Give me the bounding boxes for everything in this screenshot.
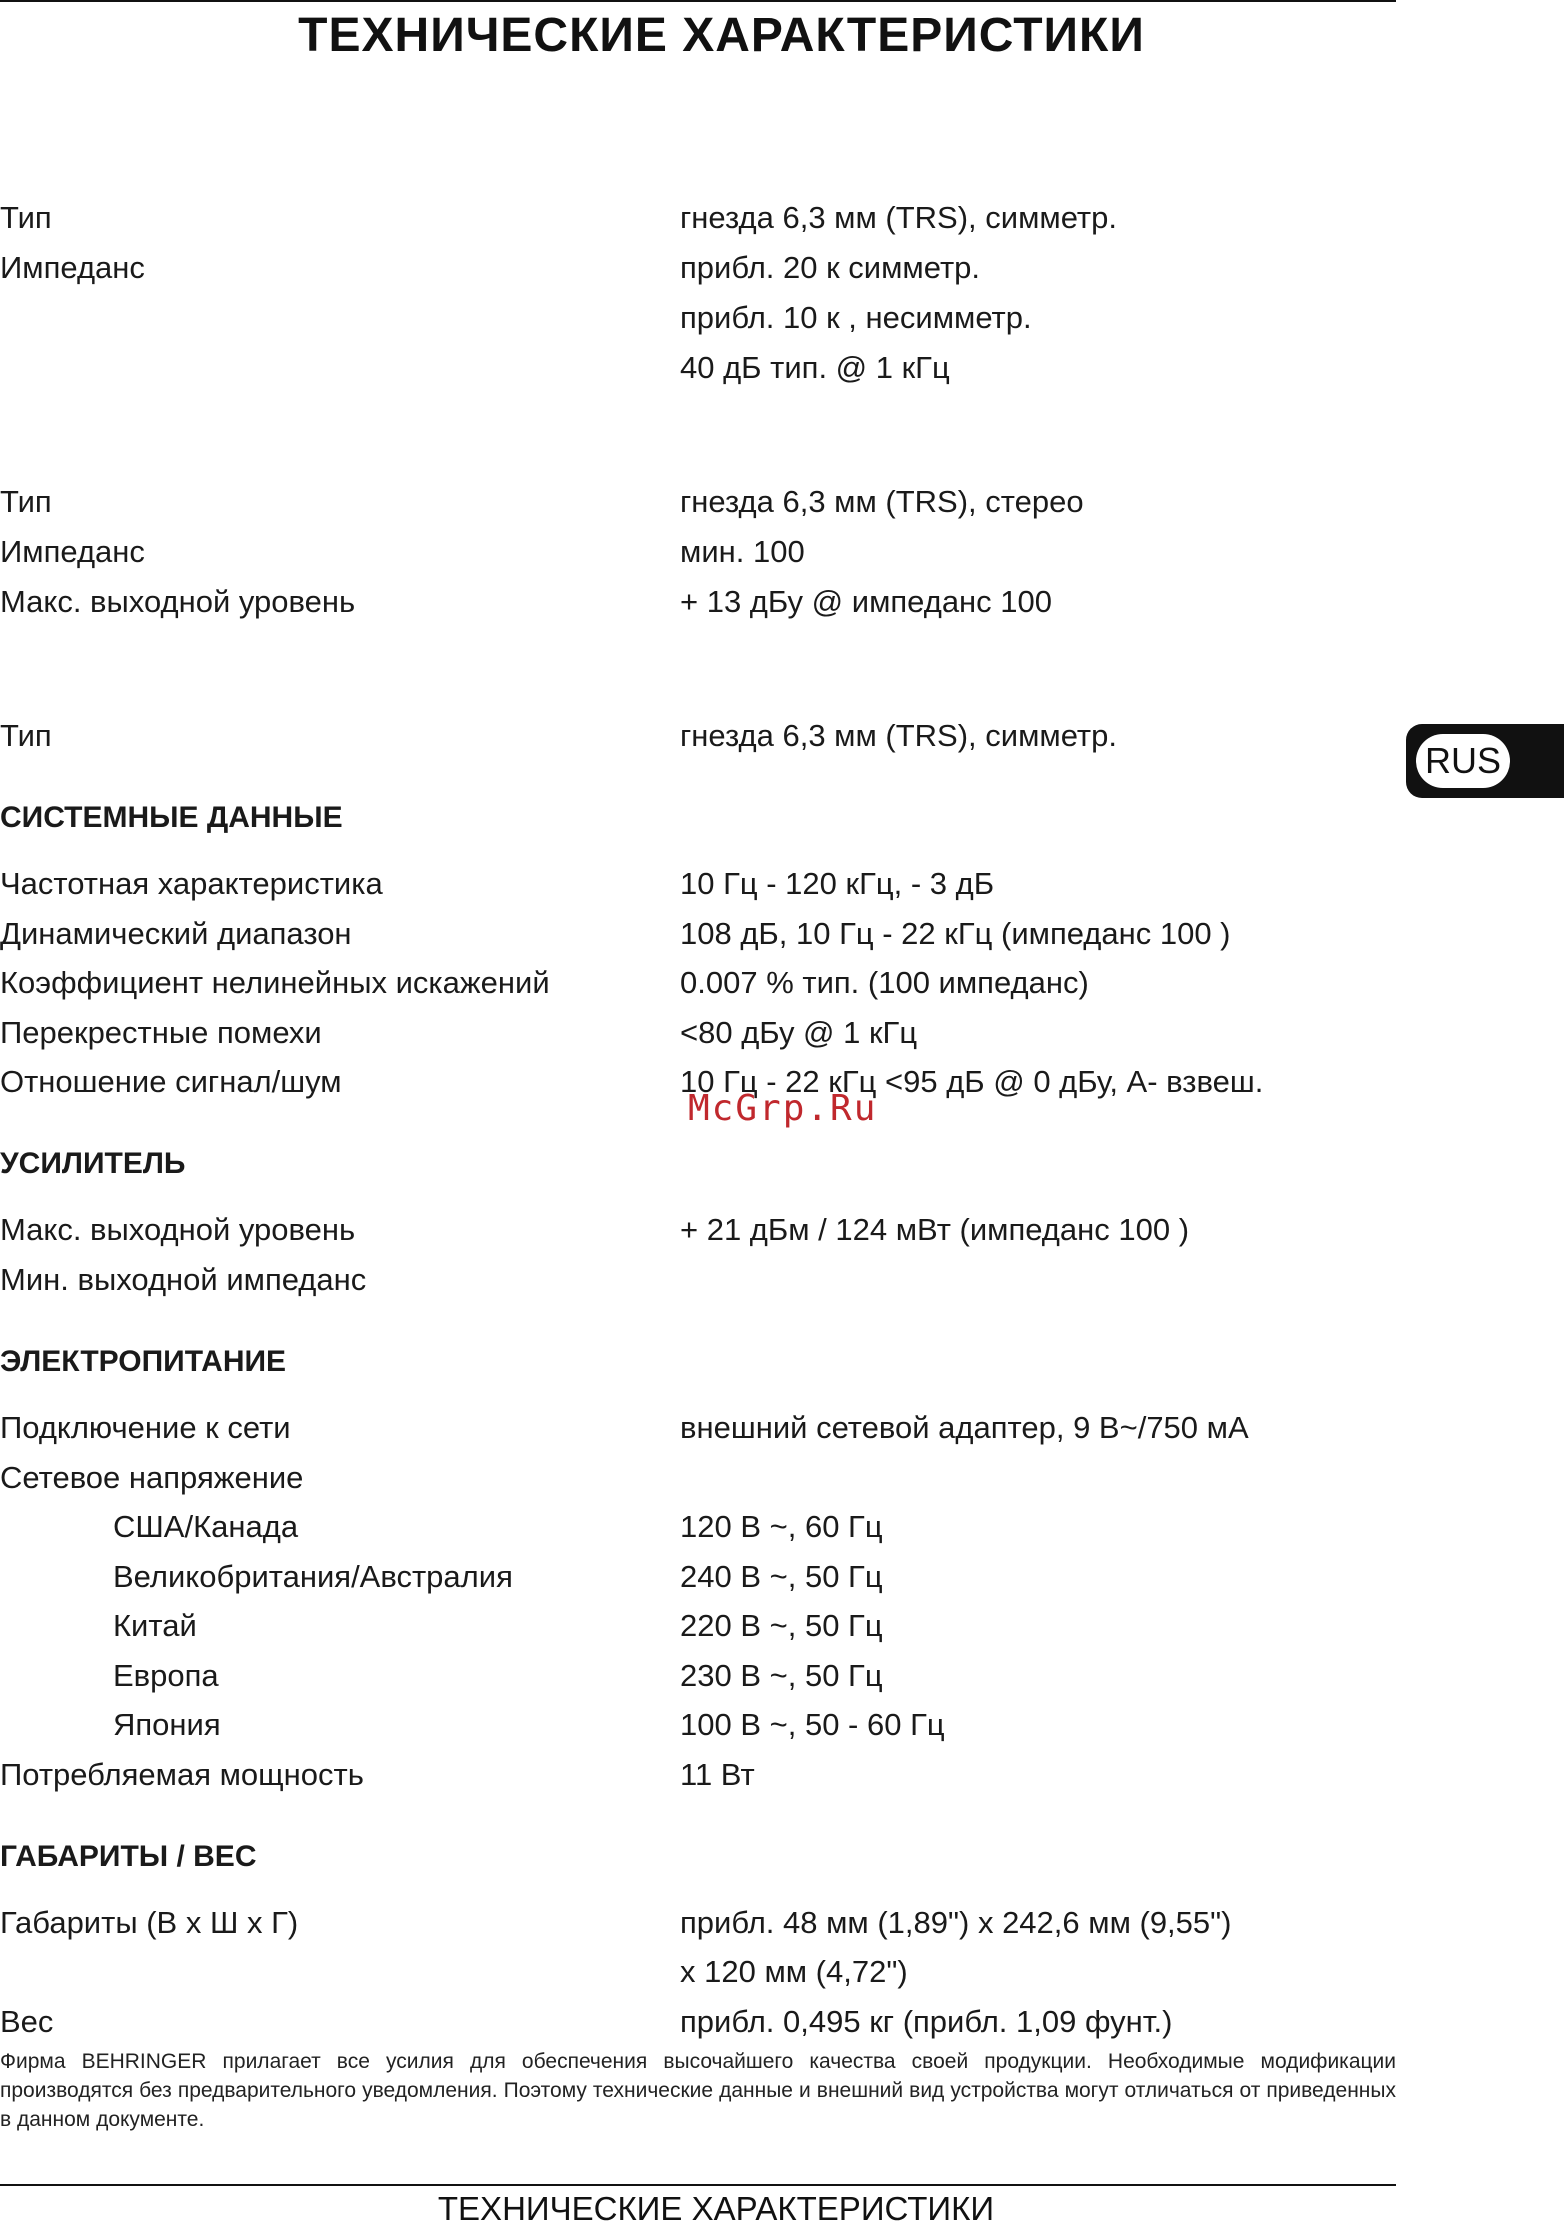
spec-label: Сетевое напряжение [0, 1460, 304, 1495]
spec-label: Потребляемая мощность [0, 1757, 364, 1792]
spec-label: Китай [113, 1608, 197, 1643]
spec-label: Подключение к сети [0, 1410, 291, 1445]
language-label: RUS [1416, 734, 1510, 788]
disclaimer-text: Фирма BEHRINGER прилагает все усилия для обеспечения высочайшего качества своей продукции. Необходимые модификации производятся без предварительного уведомления. Поэтому технические данные и внешний вид устройства могут отличаться от приведенных в данном документе. [0, 2050, 1396, 2131]
spec-label: Макс. выходной уровень [0, 1212, 356, 1247]
spec-value: <80 дБу @ 1 кГц [680, 1015, 918, 1050]
section-heading-amplifier: УСИЛИТЕЛЬ [0, 1147, 186, 1180]
spec-label: Перекрестные помехи [0, 1015, 322, 1050]
footer-title: ТЕХНИЧЕСКИЕ ХАРАКТЕРИСТИКИ [437, 2190, 995, 2227]
section-heading-dimensions: ГАБАРИТЫ / ВЕС [0, 1840, 257, 1873]
section-heading-system: СИСТЕМНЫЕ ДАННЫЕ [0, 801, 343, 834]
spec-value: мин. 100 [680, 534, 805, 569]
spec-value: 10 Гц - 22 кГц <95 дБ @ 0 дБу, A- взвеш. [680, 1064, 1264, 1099]
spec-label: Частотная характеристика [0, 866, 383, 901]
spec-value: 120 В ~, 60 Гц [680, 1509, 883, 1544]
spec-label: Европа [113, 1658, 219, 1693]
spec-label: Япония [113, 1707, 221, 1742]
spec-label: Вес [0, 2004, 54, 2039]
watermark-text: McGrp.Ru [688, 1088, 878, 1129]
spec-label: Динамический диапазон [0, 916, 352, 951]
spec-label: Импеданс [0, 534, 145, 569]
spec-value: х 120 мм (4,72") [680, 1954, 908, 1989]
spec-value: 100 В ~, 50 - 60 Гц [680, 1707, 945, 1742]
spec-value: 240 В ~, 50 Гц [680, 1559, 883, 1594]
bottom-rule [0, 2184, 1396, 2186]
spec-value: прибл. 20 к симметр. [680, 250, 980, 285]
language-tab [1406, 724, 1564, 798]
spec-label: Тип [0, 200, 52, 235]
spec-value: прибл. 48 мм (1,89") х 242,6 мм (9,55") [680, 1905, 1232, 1940]
spec-value: 230 В ~, 50 Гц [680, 1658, 883, 1693]
spec-value: 40 дБ тип. @ 1 кГц [680, 350, 950, 385]
spec-label: Коэффициент нелинейных искажений [0, 965, 550, 1000]
spec-label: Габариты (В х Ш х Г) [0, 1905, 299, 1940]
spec-label: Импеданс [0, 250, 145, 285]
spec-value: гнезда 6,3 мм (TRS), симметр. [680, 718, 1117, 753]
spec-value: гнезда 6,3 мм (TRS), стерео [680, 484, 1084, 519]
spec-value: 11 Вт [680, 1757, 755, 1792]
spec-label: Мин. выходной импеданс [0, 1262, 367, 1297]
spec-label: США/Канада [113, 1509, 299, 1544]
spec-label: Отношение сигнал/шум [0, 1064, 342, 1099]
spec-value: 0.007 % тип. (100 импеданс) [680, 965, 1089, 1000]
spec-value: внешний сетевой адаптер, 9 В~/750 мА [680, 1410, 1249, 1445]
spec-value: 220 В ~, 50 Гц [680, 1608, 883, 1643]
spec-value: + 21 дБм / 124 мВт (импеданс 100 ) [680, 1212, 1190, 1247]
section-heading-power: ЭЛЕКТРОПИТАНИЕ [0, 1345, 287, 1378]
page-title: ТЕХНИЧЕСКИЕ ХАРАКТЕРИСТИКИ [298, 9, 1145, 62]
spec-label: Тип [0, 484, 52, 519]
spec-label: Макс. выходной уровень [0, 584, 356, 619]
spec-value: + 13 дБу @ импеданс 100 [680, 584, 1053, 619]
top-rule [0, 0, 1396, 2]
spec-value: 10 Гц - 120 кГц, - 3 дБ [680, 866, 995, 901]
spec-value: 108 дБ, 10 Гц - 22 кГц (импеданс 100 ) [680, 916, 1231, 951]
spec-value: прибл. 10 к , несимметр. [680, 300, 1032, 335]
spec-value: гнезда 6,3 мм (TRS), симметр. [680, 200, 1117, 235]
spec-label: Тип [0, 718, 52, 753]
spec-label: Великобритания/Австралия [113, 1559, 513, 1594]
spec-value: прибл. 0,495 кг (прибл. 1,09 фунт.) [680, 2004, 1173, 2039]
